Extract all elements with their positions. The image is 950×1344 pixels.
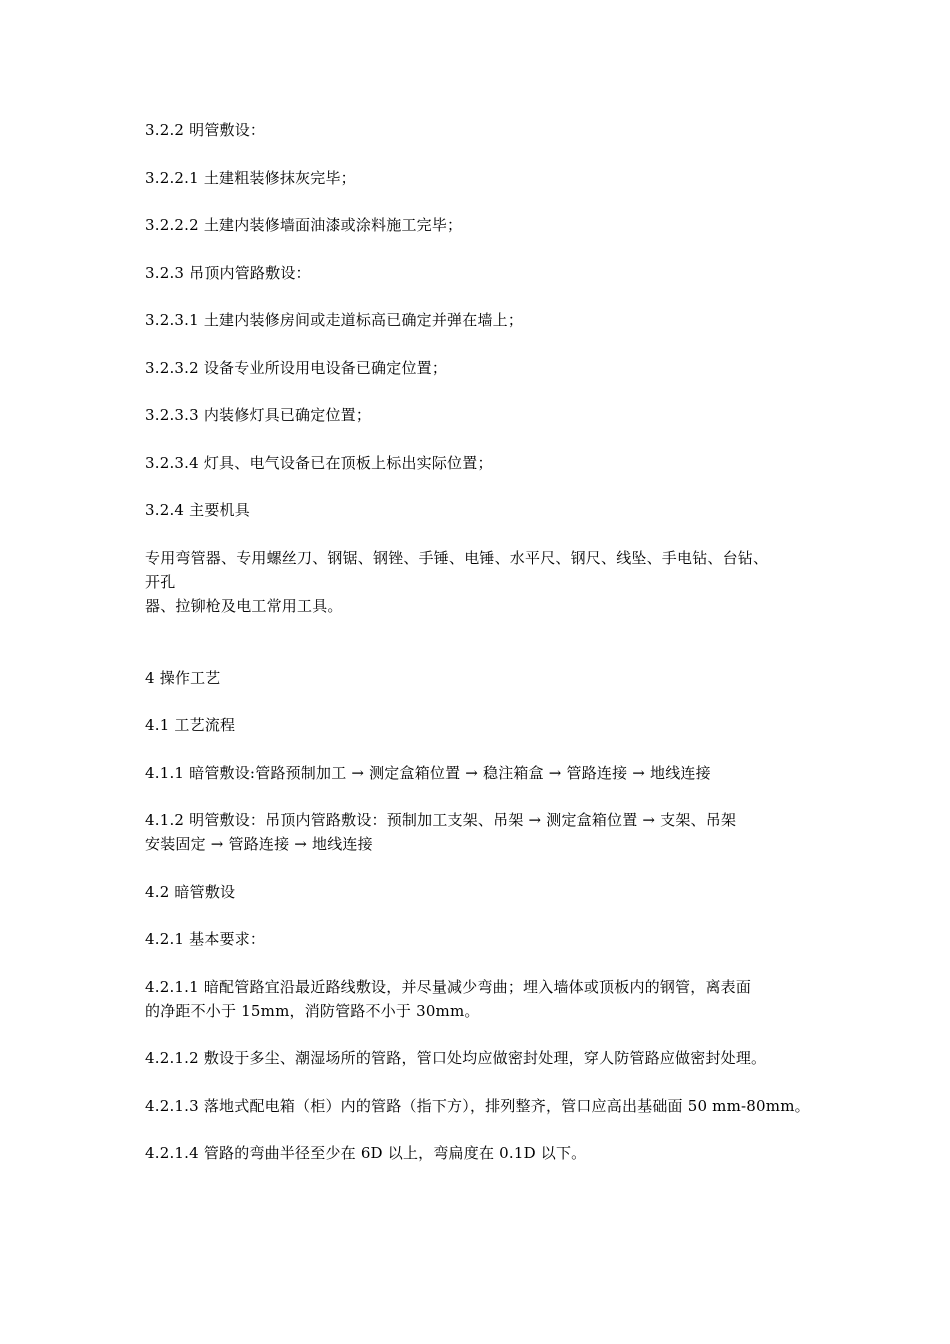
heading-4-2-1: 4.2.1 基本要求：: [145, 930, 266, 948]
tools-list-line-2: 开孔: [145, 573, 176, 591]
paragraph-4-2-1-2: 4.2.1.2 敷设于多尘、潮湿场所的管路，管口处均应做密封处理，穿人防管路应做密封处理。: [145, 1049, 767, 1067]
paragraph-4-2-1-4: 4.2.1.4 管路的弯曲半径至少在 6D 以上，弯扁度在 0.1D 以下。: [145, 1144, 587, 1162]
paragraph-4-1-2-line-1: 4.1.2 明管敷设：吊顶内管路敷设：预制加工支架、吊架 → 测定盒箱位置 → 支架、吊架: [145, 811, 737, 829]
heading-3-2-3: 3.2.3 吊顶内管路敷设：: [145, 264, 311, 282]
paragraph-3-2-2-2: 3.2.2.2 土建内装修墙面油漆或涂料施工完毕；: [145, 216, 463, 234]
heading-4-1: 4.1 工艺流程: [145, 716, 236, 734]
paragraph-3-2-2-1: 3.2.2.1 土建粗装修抹灰完毕；: [145, 169, 356, 187]
paragraph-4-2-1-3: 4.2.1.3 落地式配电箱（柜）内的管路（指下方），排列整齐，管口应高出基础面 50 mm-80mm。: [145, 1097, 810, 1115]
paragraph-3-2-3-4: 3.2.3.4 灯具、电气设备已在顶板上标出实际位置；: [145, 454, 493, 472]
tools-list-line-3: 器、拉铆枪及电工常用工具。: [145, 597, 343, 615]
paragraph-4-1-1: 4.1.1 暗管敷设:管路预制加工 → 测定盒箱位置 → 稳注箱盒 → 管路连接 → 地线连接: [145, 764, 711, 782]
heading-3-2-4: 3.2.4 主要机具: [145, 501, 250, 519]
heading-4: 4 操作工艺: [145, 669, 221, 687]
heading-3-2-2: 3.2.2 明管敷设：: [145, 121, 266, 139]
heading-4-2: 4.2 暗管敷设: [145, 883, 236, 901]
paragraph-3-2-3-1: 3.2.3.1 土建内装修房间或走道标高已确定并弹在墙上；: [145, 311, 524, 329]
tools-list-line-1: 专用弯管器、专用螺丝刀、钢锯、钢锉、手锤、电锤、水平尺、钢尺、线坠、手电钻、台钻、: [145, 549, 769, 567]
paragraph-3-2-3-2: 3.2.3.2 设备专业所设用电设备已确定位置；: [145, 359, 448, 377]
paragraph-4-2-1-1-line-1: 4.2.1.1 暗配管路宜沿最近路线敷设，并尽量减少弯曲；埋入墙体或顶板内的钢管，离表面: [145, 978, 752, 996]
paragraph-3-2-3-3: 3.2.3.3 内装修灯具已确定位置；: [145, 406, 372, 424]
paragraph-4-1-2-line-2: 安装固定 → 管路连接 → 地线连接: [145, 835, 373, 853]
paragraph-4-2-1-1-line-2: 的净距不小于 15mm，消防管路不小于 30mm。: [145, 1002, 480, 1020]
